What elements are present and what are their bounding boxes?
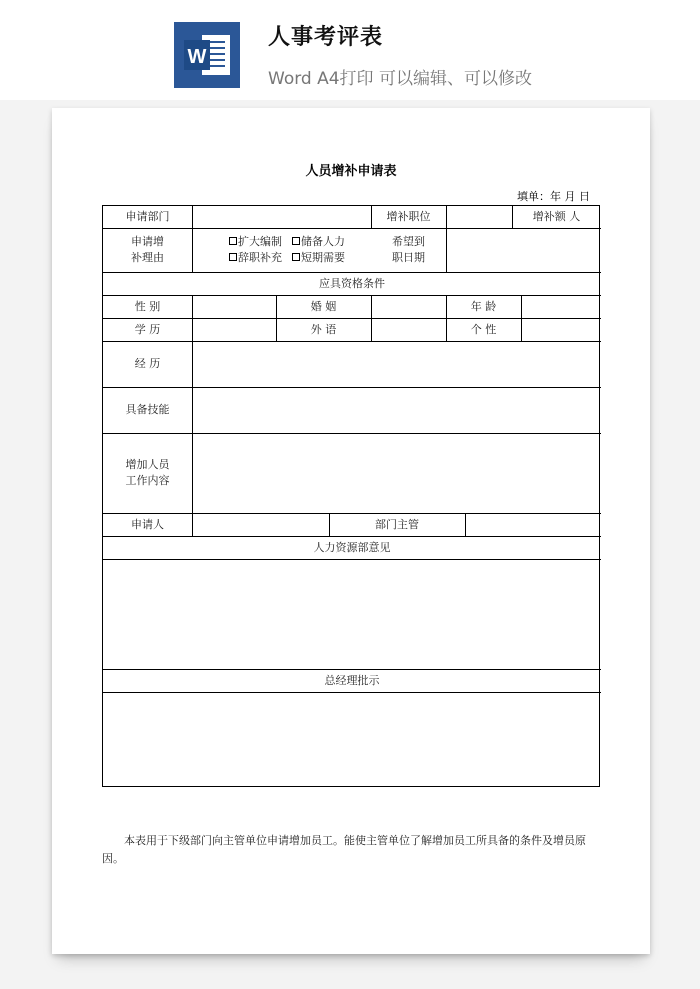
hr-opinion-header: 人力资源部意见 — [313, 540, 391, 554]
reason-label — [103, 228, 192, 272]
checkbox[interactable] — [292, 237, 300, 245]
language-label: 外 语 — [310, 322, 337, 336]
word-document-icon — [174, 22, 240, 88]
application-form-table — [102, 205, 600, 787]
hr-opinion-field[interactable] — [103, 559, 601, 669]
dept-field[interactable] — [193, 206, 371, 228]
work-content-label — [103, 433, 192, 513]
age-field[interactable] — [522, 295, 601, 318]
reason-label-line2: 补理由 — [131, 251, 164, 264]
checkbox[interactable] — [229, 253, 237, 261]
position-field[interactable] — [447, 206, 512, 228]
usage-note: 本表用于下级部门向主管单位申请增加员工。能使主管单位了解增加员工所具备的条件及增员原因。 — [102, 834, 586, 865]
age-label: 年 龄 — [470, 299, 497, 313]
header-title: 人事考评表 — [268, 25, 384, 50]
reason-option-expand[interactable]: 扩大编制 — [229, 234, 282, 250]
header-subtitle: Word A4打印 可以编辑、可以修改 — [268, 69, 532, 89]
desired-date-label — [371, 228, 446, 272]
experience-label: 经 历 — [134, 357, 161, 370]
checkbox[interactable] — [229, 237, 237, 245]
logo-letter: W — [187, 46, 207, 68]
skills-field[interactable] — [193, 387, 601, 433]
checkbox[interactable] — [292, 253, 300, 261]
work-content-label-line2: 工作内容 — [125, 474, 170, 487]
document-page — [52, 108, 650, 954]
gm-instruction-field[interactable] — [103, 692, 601, 786]
qualification-header: 应具资格条件 — [319, 276, 385, 290]
education-field[interactable] — [193, 318, 276, 341]
fill-date: 填单：年 月 日 — [517, 190, 590, 203]
marriage-label: 婚 姻 — [310, 299, 337, 313]
desired-date-label-line1: 希望到 — [392, 235, 425, 248]
personality-label: 个 性 — [470, 322, 497, 336]
dept-label: 申请部门 — [125, 210, 170, 223]
document-title: 人员增补申请表 — [305, 164, 397, 179]
gm-instruction-header: 总经理批示 — [324, 673, 380, 687]
gender-field[interactable] — [193, 295, 276, 318]
skills-label: 具备技能 — [125, 403, 170, 416]
applicant-label: 申请人 — [131, 517, 164, 531]
reason-options — [193, 228, 371, 272]
desired-date-field[interactable] — [447, 228, 601, 272]
gender-label: 性 别 — [134, 299, 161, 313]
applicant-field[interactable] — [193, 513, 329, 536]
quota-label: 增补额 人 — [532, 210, 581, 223]
position-label: 增补职位 — [386, 210, 431, 223]
reason-option-resignation[interactable]: 辞职补充 — [229, 250, 282, 266]
reason-option-reserve[interactable]: 储备人力 — [292, 234, 345, 250]
marriage-field[interactable] — [372, 295, 446, 318]
manager-field[interactable] — [466, 513, 601, 536]
work-content-field[interactable] — [193, 433, 601, 513]
reason-label-line1: 申请增 — [131, 235, 164, 248]
desired-date-label-line2: 职日期 — [392, 251, 425, 264]
personality-field[interactable] — [522, 318, 601, 341]
language-field[interactable] — [372, 318, 446, 341]
header-banner — [0, 0, 700, 100]
experience-field[interactable] — [193, 341, 601, 387]
reason-option-shortterm[interactable]: 短期需要 — [292, 250, 345, 266]
education-label: 学 历 — [134, 322, 161, 336]
work-content-label-line1: 增加人员 — [125, 458, 170, 471]
manager-label: 部门主管 — [375, 517, 419, 531]
